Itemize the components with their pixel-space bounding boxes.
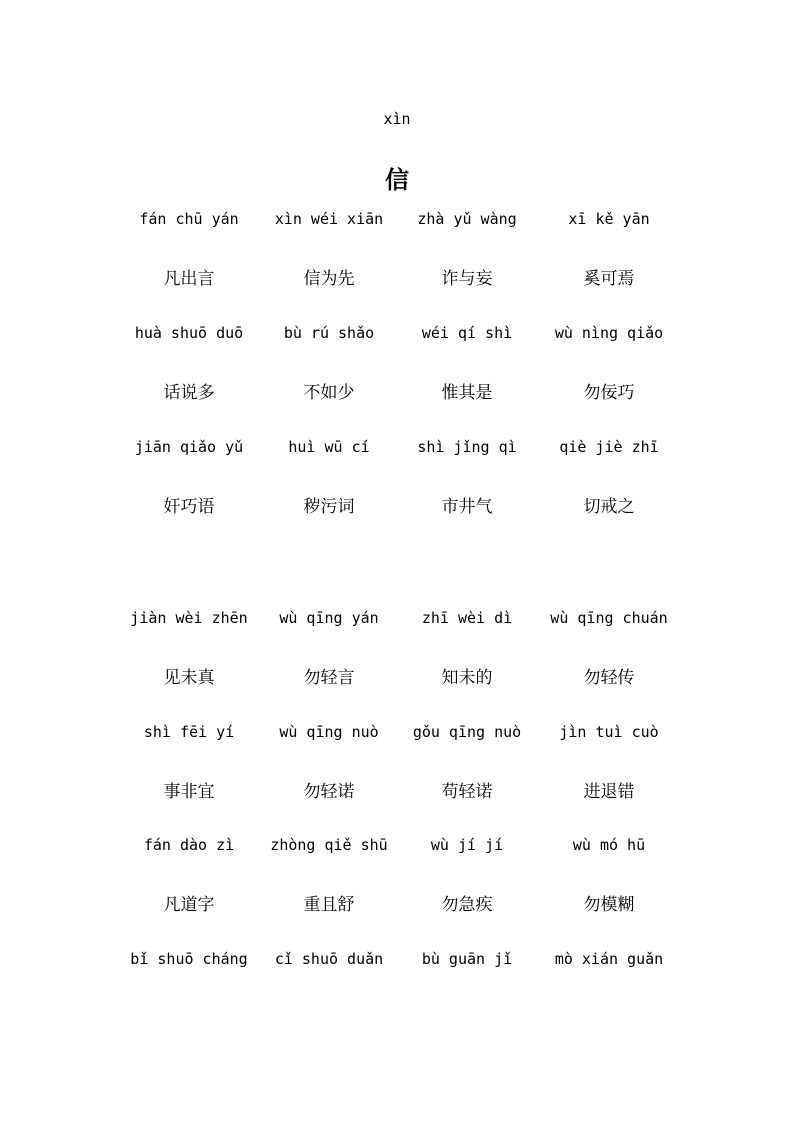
pinyin-cell: fán chū yán [139,210,239,228]
pinyin-cell: zhà yǔ wàng [417,210,517,228]
page-title: 信 [385,166,409,194]
pinyin-row [118,723,688,747]
pinyin-cell: gǒu qīng nuò [412,723,522,741]
pinyin-row [118,324,688,348]
pinyin-cell: wù qīng chuán [550,609,668,627]
pinyin-cell: qiè jiè zhī [559,438,659,456]
pinyin-cell: wù nìng qiǎo [554,324,664,342]
hanzi-row [118,264,688,288]
hanzi-cell: 进退错 [583,782,635,802]
hanzi-row [118,492,688,516]
pinyin-cell: bù guān jǐ [421,950,513,968]
pinyin-cell: fán dào zì [143,836,235,854]
hanzi-cell: 不如少 [303,383,355,403]
hanzi-row [118,378,688,402]
pinyin-cell: wù mó hū [572,836,646,854]
hanzi-row [118,663,688,687]
hanzi-cell: 知未的 [441,668,493,688]
hanzi-cell: 勿佞巧 [583,383,635,403]
pinyin-cell: wù qīng yán [279,609,379,627]
pinyin-cell: jiān qiǎo yǔ [134,438,244,456]
hanzi-cell: 诈与妄 [441,269,493,289]
hanzi-cell: 信为先 [303,269,355,289]
hanzi-cell: 切戒之 [583,497,635,517]
hanzi-cell: 惟其是 [441,383,493,403]
hanzi-row [118,777,688,801]
hanzi-cell: 奚可焉 [583,269,635,289]
hanzi-cell: 勿模糊 [583,895,635,915]
pinyin-cell: shì fēi yí [143,723,235,741]
hanzi-cell: 勿轻言 [303,668,355,688]
hanzi-cell: 苟轻诺 [441,782,493,802]
pinyin-cell: zhī wèi dì [421,609,513,627]
pinyin-cell: mò xián guǎn [554,950,664,968]
pinyin-cell: huà shuō duō [134,324,244,342]
hanzi-row [118,890,688,914]
pinyin-cell: bǐ shuō cháng [130,950,248,968]
pinyin-cell: wù qīng nuò [279,723,379,741]
hanzi-cell: 话说多 [163,383,215,403]
pinyin-row [118,609,688,633]
pinyin-cell: zhòng qiě shū [270,836,388,854]
hanzi-cell: 凡出言 [163,269,215,289]
pinyin-row [118,210,688,234]
hanzi-cell: 事非宜 [163,782,215,802]
pinyin-cell: wéi qí shì [421,324,513,342]
hanzi-cell: 重且舒 [303,895,355,915]
title-pinyin: xìn [383,110,411,128]
pinyin-row [118,836,688,860]
hanzi-cell: 勿急疾 [441,895,493,915]
pinyin-row [118,438,688,462]
hanzi-cell: 奸巧语 [163,497,215,517]
hanzi-cell: 勿轻传 [583,668,635,688]
pinyin-cell: wù jí jí [430,836,504,854]
pinyin-row [118,950,688,974]
pinyin-cell: jiàn wèi zhēn [130,609,248,627]
pinyin-cell: bù rú shǎo [283,324,375,342]
pinyin-cell: shì jǐng qì [417,438,517,456]
pinyin-cell: jìn tuì cuò [559,723,659,741]
hanzi-cell: 凡道字 [163,895,215,915]
hanzi-cell: 见未真 [163,668,215,688]
pinyin-cell: huì wū cí [288,438,370,456]
pinyin-cell: cǐ shuō duǎn [274,950,384,968]
pinyin-cell: xī kě yān [568,210,650,228]
hanzi-cell: 勿轻诺 [303,782,355,802]
hanzi-cell: 秽污词 [303,497,355,517]
hanzi-cell: 市井气 [441,497,493,517]
pinyin-cell: xìn wéi xiān [274,210,384,228]
